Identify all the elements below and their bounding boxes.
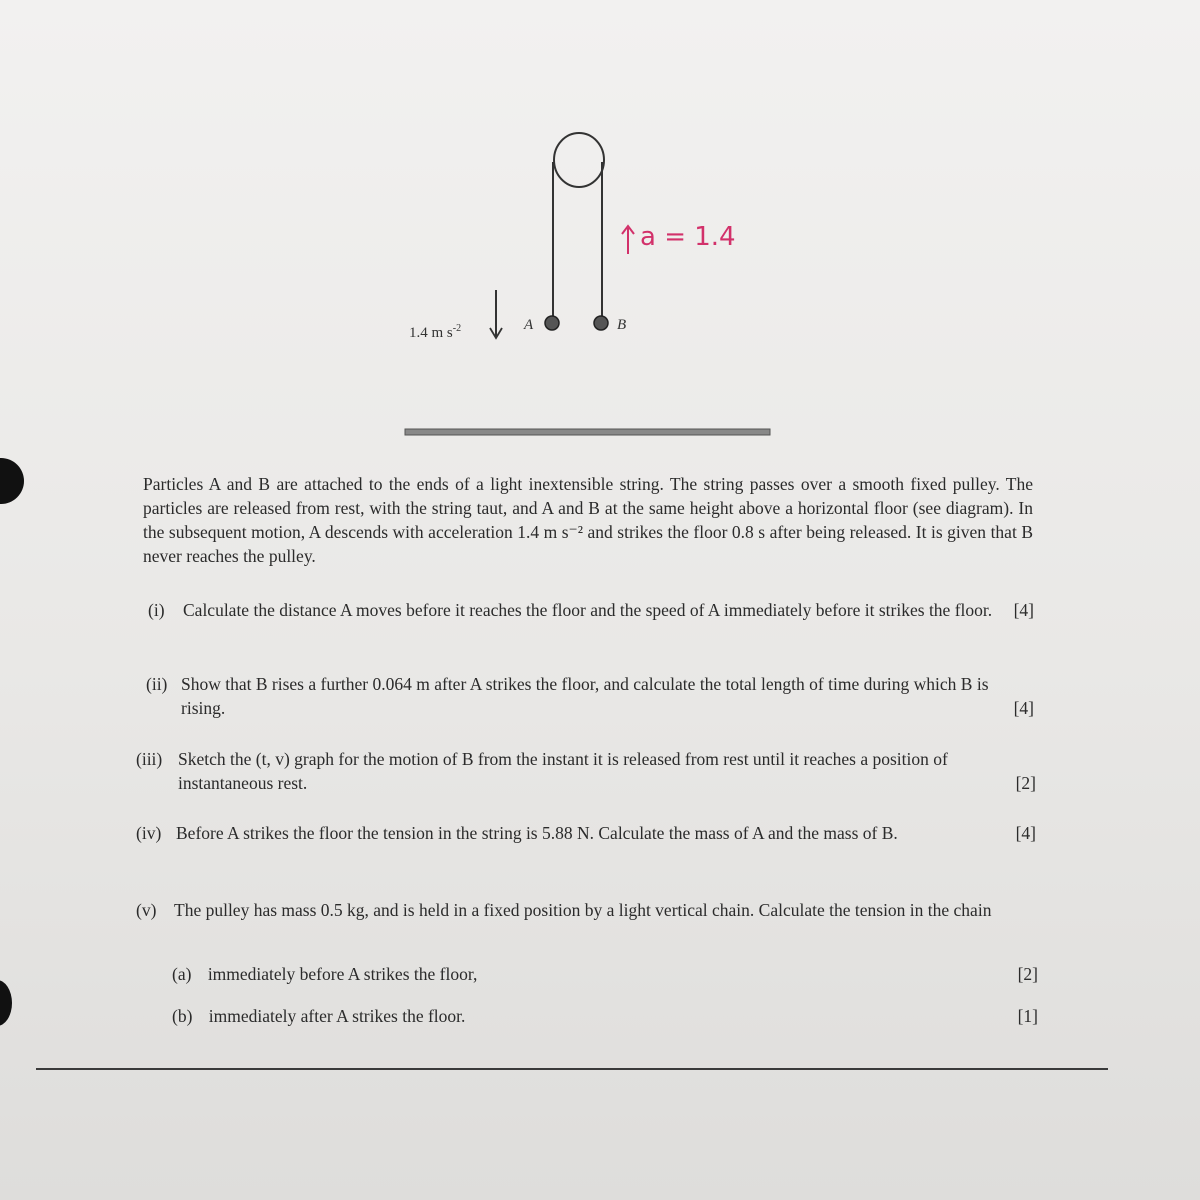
subpart-marks: [2] [1017, 964, 1038, 984]
question-number: (v) [136, 900, 157, 920]
binder-hole [0, 980, 12, 1026]
question-marks: [4] [1013, 600, 1034, 620]
question-number: (iii) [136, 749, 163, 769]
question-text: Sketch the (t, v) graph for the motion of B from the instant it is released from rest until it reaches a position of instantaneous rest. [178, 749, 948, 793]
question-number: (i) [148, 600, 165, 620]
question-number: (ii) [146, 674, 168, 694]
subpart-text: immediately after A strikes the floor. [208, 1006, 466, 1026]
question-marks: [4] [1015, 823, 1036, 843]
subpart-b [172, 1004, 1038, 1028]
handwritten-annotation: a = 1.4 [640, 222, 736, 252]
label-a: A [524, 317, 534, 333]
subpart-number: (b) [172, 1006, 193, 1026]
question-ii [146, 672, 1034, 720]
problem-statement: Particles A and B are attached to the ends of a light inextensible string. The string passes over a smooth fixed pulley. The particles are released from rest, with the string taut, and A and B at the same height above a horizontal floor (see diagram). In the subsequent motion, A descends with acceleration 1.4 m s⁻² and strikes the floor 0.8 s after being released. It is given that B never reaches the pulley. [143, 474, 1033, 566]
acceleration-label: 1.4 m $s^{-2}$ [409, 323, 462, 341]
subpart-marks: [1] [1017, 1006, 1038, 1026]
particle-a [545, 316, 559, 330]
question-text: The pulley has mass 0.5 kg, and is held in a fixed position by a light vertical chain. Calculate the tension in the chain [174, 900, 992, 920]
question-v [136, 898, 1038, 922]
subpart-number: (a) [172, 964, 192, 984]
pulley-wheel [554, 133, 604, 187]
particle-b [594, 316, 608, 330]
page-divider [36, 1068, 1108, 1070]
question-text: Before A strikes the floor the tension in the string is 5.88 N. Calculate the mass of A and the mass of B. [176, 823, 898, 843]
pulley-diagram [0, 0, 1200, 460]
question-number: (iv) [136, 823, 162, 843]
label-b: B [617, 317, 627, 333]
binder-hole [0, 458, 24, 504]
question-marks: [2] [1015, 773, 1036, 793]
question-marks: [4] [1013, 698, 1034, 718]
subpart-text: immediately before A strikes the floor, [207, 964, 478, 984]
question-i [148, 598, 1034, 622]
question-iii [136, 747, 1036, 795]
question-iv [136, 821, 1036, 845]
question-text: Show that B rises a further 0.064 m after A strikes the floor, and calculate the total length of time during which B is rising. [181, 674, 989, 718]
floor [405, 429, 770, 435]
question-text: Calculate the distance A moves before it reaches the floor and the speed of A immediately before it strikes the floor. [183, 600, 993, 620]
subpart-a [172, 962, 1038, 986]
